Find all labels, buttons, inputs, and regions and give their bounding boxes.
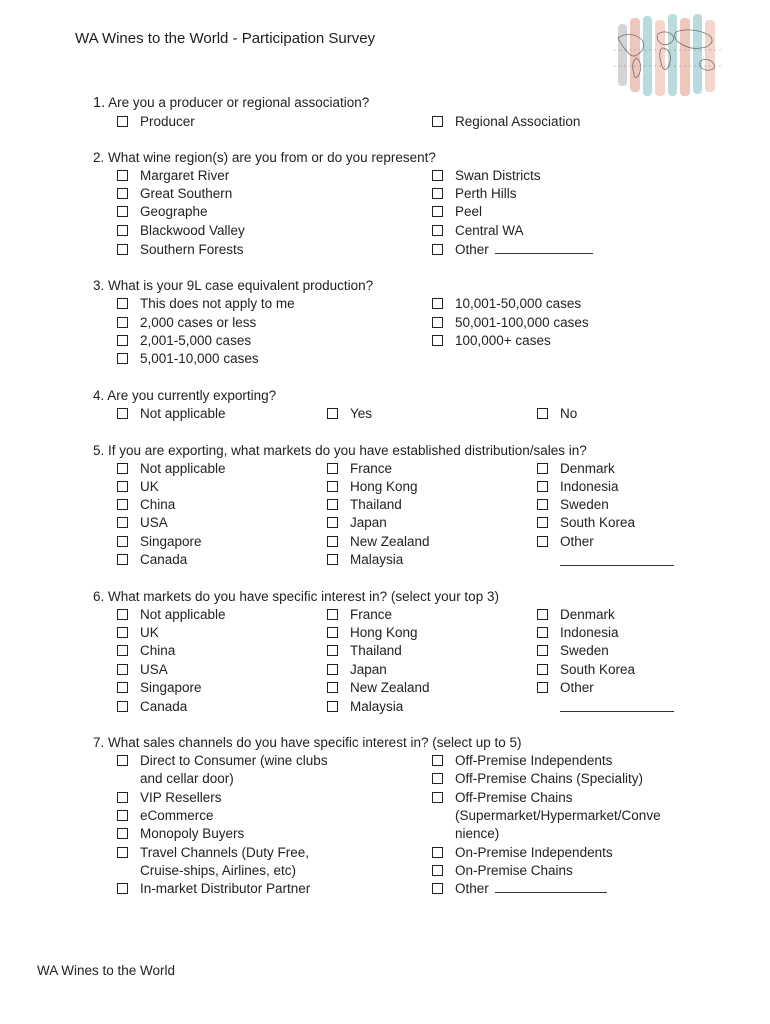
option-on-premise-independents[interactable] [432, 844, 613, 862]
option-denmark[interactable] [537, 606, 615, 624]
option-does-not-apply[interactable] [117, 295, 295, 313]
checkbox[interactable] [327, 701, 338, 712]
option-label: Travel Channels (Duty Free, [140, 845, 310, 860]
option-label: Margaret River [140, 168, 230, 183]
option-label: China [140, 497, 176, 512]
checkbox[interactable] [327, 517, 338, 528]
option-on-premise-chains[interactable] [432, 862, 573, 880]
option-label: Blackwood Valley [140, 223, 245, 238]
option-geographe[interactable] [117, 203, 208, 221]
option-label: 2,000 cases or less [140, 315, 257, 330]
checkbox[interactable] [327, 554, 338, 565]
checkbox[interactable] [327, 609, 338, 620]
option-in-market-distributor[interactable] [117, 880, 310, 898]
option-china[interactable] [117, 642, 175, 660]
checkbox[interactable] [327, 664, 338, 675]
option-label: On-Premise Chains [455, 863, 573, 878]
option-label: Geographe [140, 204, 208, 219]
question-7 [93, 734, 713, 752]
checkbox[interactable] [537, 536, 548, 547]
checkbox[interactable] [117, 244, 128, 255]
option-label: Canada [140, 699, 188, 714]
option-canada[interactable] [117, 698, 187, 716]
option-other-market[interactable] [537, 533, 594, 551]
checkbox[interactable] [117, 317, 128, 328]
option-other-channel[interactable] [432, 880, 607, 898]
checkbox[interactable] [117, 810, 128, 821]
checkbox[interactable] [117, 609, 128, 620]
option-label: 100,000+ cases [455, 333, 551, 348]
checkbox[interactable] [432, 792, 443, 803]
option-label: Not applicable [140, 461, 226, 476]
question-number: 1. [93, 95, 106, 111]
page-footer: WA Wines to the World [37, 963, 176, 978]
option-label: Singapore [140, 680, 202, 695]
option-other-region[interactable] [432, 241, 593, 259]
option-label: South Korea [560, 515, 636, 530]
question-5 [93, 442, 713, 460]
checkbox[interactable] [327, 481, 338, 492]
option-no[interactable] [537, 405, 577, 423]
option-label: On-Premise Independents [455, 845, 613, 860]
other-fill-in-line[interactable] [560, 565, 674, 566]
checkbox[interactable] [537, 609, 548, 620]
option-thailand[interactable] [327, 642, 402, 660]
option-direct-to-consumer[interactable] [117, 752, 328, 770]
option-label: No [560, 406, 578, 421]
option-label: Peel [455, 204, 483, 219]
option-japan[interactable] [327, 661, 387, 679]
option-peel[interactable] [432, 203, 482, 221]
option-label: France [350, 607, 393, 622]
option-travel-channels[interactable] [117, 844, 309, 862]
option-label: Other [455, 881, 489, 896]
option-label-continued: and cellar door) [140, 771, 234, 786]
question-text: If you are exporting, what markets do you have established distribution/sales in? [108, 443, 587, 458]
option-label: Swan Districts [455, 168, 541, 183]
option-label: UK [140, 479, 159, 494]
option-south-korea[interactable] [537, 514, 635, 532]
world-map-logo [612, 10, 728, 102]
checkbox[interactable] [117, 664, 128, 675]
checkbox[interactable] [432, 773, 443, 784]
checkbox[interactable] [432, 317, 443, 328]
option-label: UK [140, 625, 159, 640]
option-label: Canada [140, 552, 188, 567]
option-label: Indonesia [560, 479, 619, 494]
option-off-premise-chains-speciality[interactable] [432, 770, 643, 788]
checkbox[interactable] [537, 664, 548, 675]
checkbox[interactable] [117, 353, 128, 364]
option-vip-resellers[interactable] [117, 789, 222, 807]
checkbox[interactable] [537, 682, 548, 693]
option-other-market[interactable] [537, 679, 594, 697]
checkbox[interactable] [117, 206, 128, 217]
option-label: Southern Forests [140, 242, 244, 257]
option-label: Direct to Consumer (wine clubs [140, 753, 328, 768]
option-label: Off-Premise Chains (Speciality) [455, 771, 644, 786]
question-2 [93, 149, 713, 167]
checkbox[interactable] [537, 645, 548, 656]
question-6 [93, 588, 713, 606]
checkbox[interactable] [537, 481, 548, 492]
option-label: eCommerce [140, 808, 214, 823]
checkbox[interactable] [117, 188, 128, 199]
checkbox[interactable] [537, 408, 548, 419]
question-number: 5. [93, 443, 105, 458]
option-denmark[interactable] [537, 460, 615, 478]
option-label: 2,001-5,000 cases [140, 333, 252, 348]
option-off-premise-chains[interactable] [432, 789, 573, 807]
checkbox[interactable] [117, 883, 128, 894]
option-usa[interactable] [117, 514, 168, 532]
option-label: Sweden [560, 643, 609, 658]
question-number: 6. [93, 589, 105, 604]
option-label: Thailand [350, 497, 402, 512]
option-label: Off-Premise Independents [455, 753, 613, 768]
option-margaret-river[interactable] [117, 167, 229, 185]
other-fill-in-line[interactable] [560, 711, 674, 712]
option-label: Japan [350, 515, 387, 530]
checkbox[interactable] [117, 116, 128, 127]
checkbox[interactable] [117, 627, 128, 638]
checkbox[interactable] [432, 883, 443, 894]
option-malaysia[interactable] [327, 551, 403, 569]
option-label: Off-Premise Chains [455, 790, 573, 805]
option-off-premise-independents[interactable] [432, 752, 612, 770]
option-hong-kong[interactable] [327, 624, 418, 642]
checkbox[interactable] [117, 682, 128, 693]
option-indonesia[interactable] [537, 478, 619, 496]
question-text: What is your 9L case equivalent production? [108, 278, 374, 293]
option-monopoly-buyers[interactable] [117, 825, 244, 843]
other-fill-in-line[interactable] [495, 241, 593, 254]
option-not-applicable[interactable] [117, 606, 226, 624]
option-uk[interactable] [117, 478, 159, 496]
option-new-zealand[interactable] [327, 679, 430, 697]
option-100000-plus[interactable] [432, 332, 551, 350]
option-10001-50000[interactable] [432, 295, 581, 313]
option-france[interactable] [327, 460, 392, 478]
option-canada[interactable] [117, 551, 187, 569]
checkbox[interactable] [327, 408, 338, 419]
option-southern-forests[interactable] [117, 241, 244, 259]
checkbox[interactable] [117, 847, 128, 858]
question-number: 3. [93, 278, 105, 293]
checkbox[interactable] [432, 116, 443, 127]
checkbox[interactable] [432, 847, 443, 858]
question-text: What markets do you have specific interest in? (select your top 3) [108, 589, 499, 604]
option-france[interactable] [327, 606, 392, 624]
checkbox[interactable] [117, 499, 128, 510]
option-2001-5000[interactable] [117, 332, 251, 350]
checkbox[interactable] [117, 408, 128, 419]
option-not-applicable[interactable] [117, 460, 226, 478]
question-number: 4. [93, 388, 105, 403]
checkbox[interactable] [432, 298, 443, 309]
option-singapore[interactable] [117, 533, 202, 551]
checkbox[interactable] [117, 298, 128, 309]
checkbox[interactable] [327, 536, 338, 547]
page-title: WA Wines to the World - Participation Survey [75, 30, 376, 47]
option-label: 50,001-100,000 cases [455, 315, 589, 330]
checkbox[interactable] [432, 755, 443, 766]
option-label: New Zealand [350, 534, 430, 549]
checkbox[interactable] [117, 225, 128, 236]
option-label: Not applicable [140, 607, 226, 622]
checkbox[interactable] [117, 554, 128, 565]
question-number: 2. [93, 150, 105, 165]
option-label: Hong Kong [350, 479, 418, 494]
option-label: Japan [350, 662, 387, 677]
option-blackwood-valley[interactable] [117, 222, 245, 240]
option-label: This does not apply to me [140, 296, 295, 311]
option-hong-kong[interactable] [327, 478, 418, 496]
option-sweden[interactable] [537, 642, 609, 660]
option-label: Monopoly Buyers [140, 826, 245, 841]
option-label: Not applicable [140, 406, 226, 421]
option-label: South Korea [560, 662, 636, 677]
checkbox[interactable] [117, 755, 128, 766]
option-label: New Zealand [350, 680, 430, 695]
checkbox[interactable] [117, 828, 128, 839]
option-label: 5,001-10,000 cases [140, 351, 259, 366]
option-perth-hills[interactable] [432, 185, 517, 203]
option-swan-districts[interactable] [432, 167, 541, 185]
option-label: Yes [350, 406, 373, 421]
option-label: Thailand [350, 643, 402, 658]
checkbox[interactable] [327, 463, 338, 474]
question-3 [93, 277, 713, 295]
option-china[interactable] [117, 496, 175, 514]
option-thailand[interactable] [327, 496, 402, 514]
checkbox[interactable] [432, 206, 443, 217]
option-malaysia[interactable] [327, 698, 403, 716]
option-sweden[interactable] [537, 496, 609, 514]
option-label: 10,001-50,000 cases [455, 296, 582, 311]
question-text: Are you currently exporting? [107, 388, 277, 403]
checkbox[interactable] [117, 645, 128, 656]
question-1 [93, 94, 713, 112]
option-label-continued: (Supermarket/Hypermarket/Conve [455, 808, 661, 823]
option-label: Sweden [560, 497, 609, 512]
option-great-southern[interactable] [117, 185, 232, 203]
option-label: Regional Association [455, 114, 581, 129]
option-singapore[interactable] [117, 679, 202, 697]
checkbox[interactable] [117, 792, 128, 803]
option-label: Other [560, 534, 594, 549]
checkbox[interactable] [117, 481, 128, 492]
option-5001-10000[interactable] [117, 350, 259, 368]
checkbox[interactable] [327, 627, 338, 638]
checkbox[interactable] [432, 225, 443, 236]
option-label: In-market Distributor Partner [140, 881, 311, 896]
option-indonesia[interactable] [537, 624, 619, 642]
option-central-wa[interactable] [432, 222, 524, 240]
option-usa[interactable] [117, 661, 168, 679]
option-yes[interactable] [327, 405, 372, 423]
option-label: Other [455, 242, 489, 257]
question-number: 7. [93, 735, 105, 750]
option-south-korea[interactable] [537, 661, 635, 679]
option-label: USA [140, 662, 168, 677]
checkbox[interactable] [327, 682, 338, 693]
question-4 [93, 387, 713, 405]
checkbox[interactable] [537, 627, 548, 638]
checkbox[interactable] [117, 701, 128, 712]
checkbox[interactable] [117, 517, 128, 528]
option-label: Producer [140, 114, 195, 129]
option-50001-100000[interactable] [432, 314, 589, 332]
checkbox[interactable] [432, 865, 443, 876]
checkbox[interactable] [537, 499, 548, 510]
option-2000-or-less[interactable] [117, 314, 256, 332]
checkbox[interactable] [432, 244, 443, 255]
option-label: Denmark [560, 607, 615, 622]
option-label: VIP Resellers [140, 790, 222, 805]
option-regional-association[interactable] [432, 113, 580, 131]
option-label: Other [560, 680, 594, 695]
checkbox[interactable] [117, 536, 128, 547]
checkbox[interactable] [537, 517, 548, 528]
checkbox[interactable] [117, 170, 128, 181]
option-label: Singapore [140, 534, 202, 549]
option-producer[interactable] [117, 113, 195, 131]
checkbox[interactable] [432, 335, 443, 346]
option-label: Great Southern [140, 186, 233, 201]
checkbox[interactable] [327, 499, 338, 510]
checkbox[interactable] [432, 188, 443, 199]
option-label: Malaysia [350, 552, 404, 567]
option-label: China [140, 643, 176, 658]
option-uk[interactable] [117, 624, 159, 642]
option-label: France [350, 461, 393, 476]
option-not-applicable[interactable] [117, 405, 226, 423]
checkbox[interactable] [117, 335, 128, 346]
question-text: What sales channels do you have specific interest in? (select up to 5) [108, 735, 522, 750]
checkbox[interactable] [117, 463, 128, 474]
other-fill-in-line[interactable] [495, 880, 607, 893]
question-text: Are you a producer or regional association? [108, 95, 370, 110]
option-label: Central WA [455, 223, 524, 238]
option-label: Denmark [560, 461, 615, 476]
option-new-zealand[interactable] [327, 533, 430, 551]
option-label-continued: nience) [455, 826, 500, 841]
checkbox[interactable] [327, 645, 338, 656]
checkbox[interactable] [432, 170, 443, 181]
option-label: Indonesia [560, 625, 619, 640]
option-label: Hong Kong [350, 625, 418, 640]
option-label-continued: Cruise-ships, Airlines, etc) [140, 863, 297, 878]
checkbox[interactable] [537, 463, 548, 474]
option-ecommerce[interactable] [117, 807, 214, 825]
option-label: USA [140, 515, 168, 530]
question-text: What wine region(s) are you from or do you represent? [108, 150, 436, 165]
option-label: Perth Hills [455, 186, 517, 201]
option-japan[interactable] [327, 514, 387, 532]
option-label: Malaysia [350, 699, 404, 714]
